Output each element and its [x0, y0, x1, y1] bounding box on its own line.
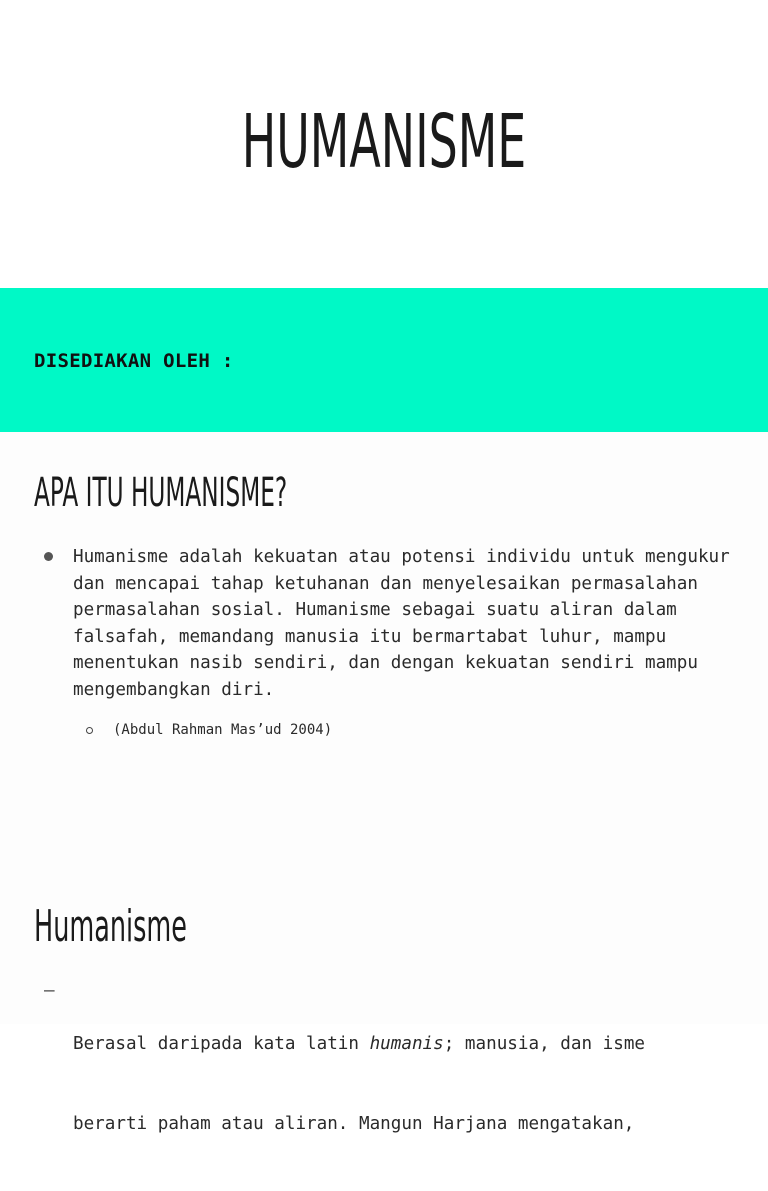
- etymology-text: [73, 978, 743, 1191]
- section-title-humanisme: Humanisme: [34, 901, 187, 952]
- bullet-dot-icon: [44, 552, 53, 561]
- etymology-line-2: berarti paham atau aliran. Mangun Harjana mengatakan,: [73, 1113, 635, 1134]
- etymology-line-1: [73, 1031, 743, 1058]
- section-title: APA ITU HUMANISME?: [34, 470, 288, 516]
- presenter-band: [0, 288, 768, 432]
- bullet-text: Humanisme adalah kekuatan atau potensi individu untuk mengukur dan mencapai tahap ketuhanan dan menyelesaikan permasalahan permasalahan sosial. Humanisme sebagai suatu aliran dalam falsafah, memandang manusia itu bermartabat luhur, mampu menentukan nasib sendiri, dan dengan kekuatan sendiri mampu mengembangkan diri.: [73, 547, 730, 700]
- etymology-text-part: Berasal daripada kata latin: [73, 1034, 370, 1055]
- title-slide: [0, 0, 768, 288]
- citation-text: (Abdul Rahman Mas’ud 2004): [113, 722, 333, 738]
- definition-slide: [0, 432, 768, 852]
- etymology-text-part: ; manusia, dan isme: [443, 1034, 646, 1055]
- hollow-circle-bullet-icon: [86, 727, 93, 734]
- dash-bullet-icon: –: [44, 981, 55, 1001]
- etymology-slide: [0, 852, 768, 1134]
- latin-term: humanis: [369, 1034, 444, 1055]
- presenter-label: DISEDIAKAN OLEH :: [34, 350, 234, 372]
- main-title: HUMANISME: [241, 99, 527, 185]
